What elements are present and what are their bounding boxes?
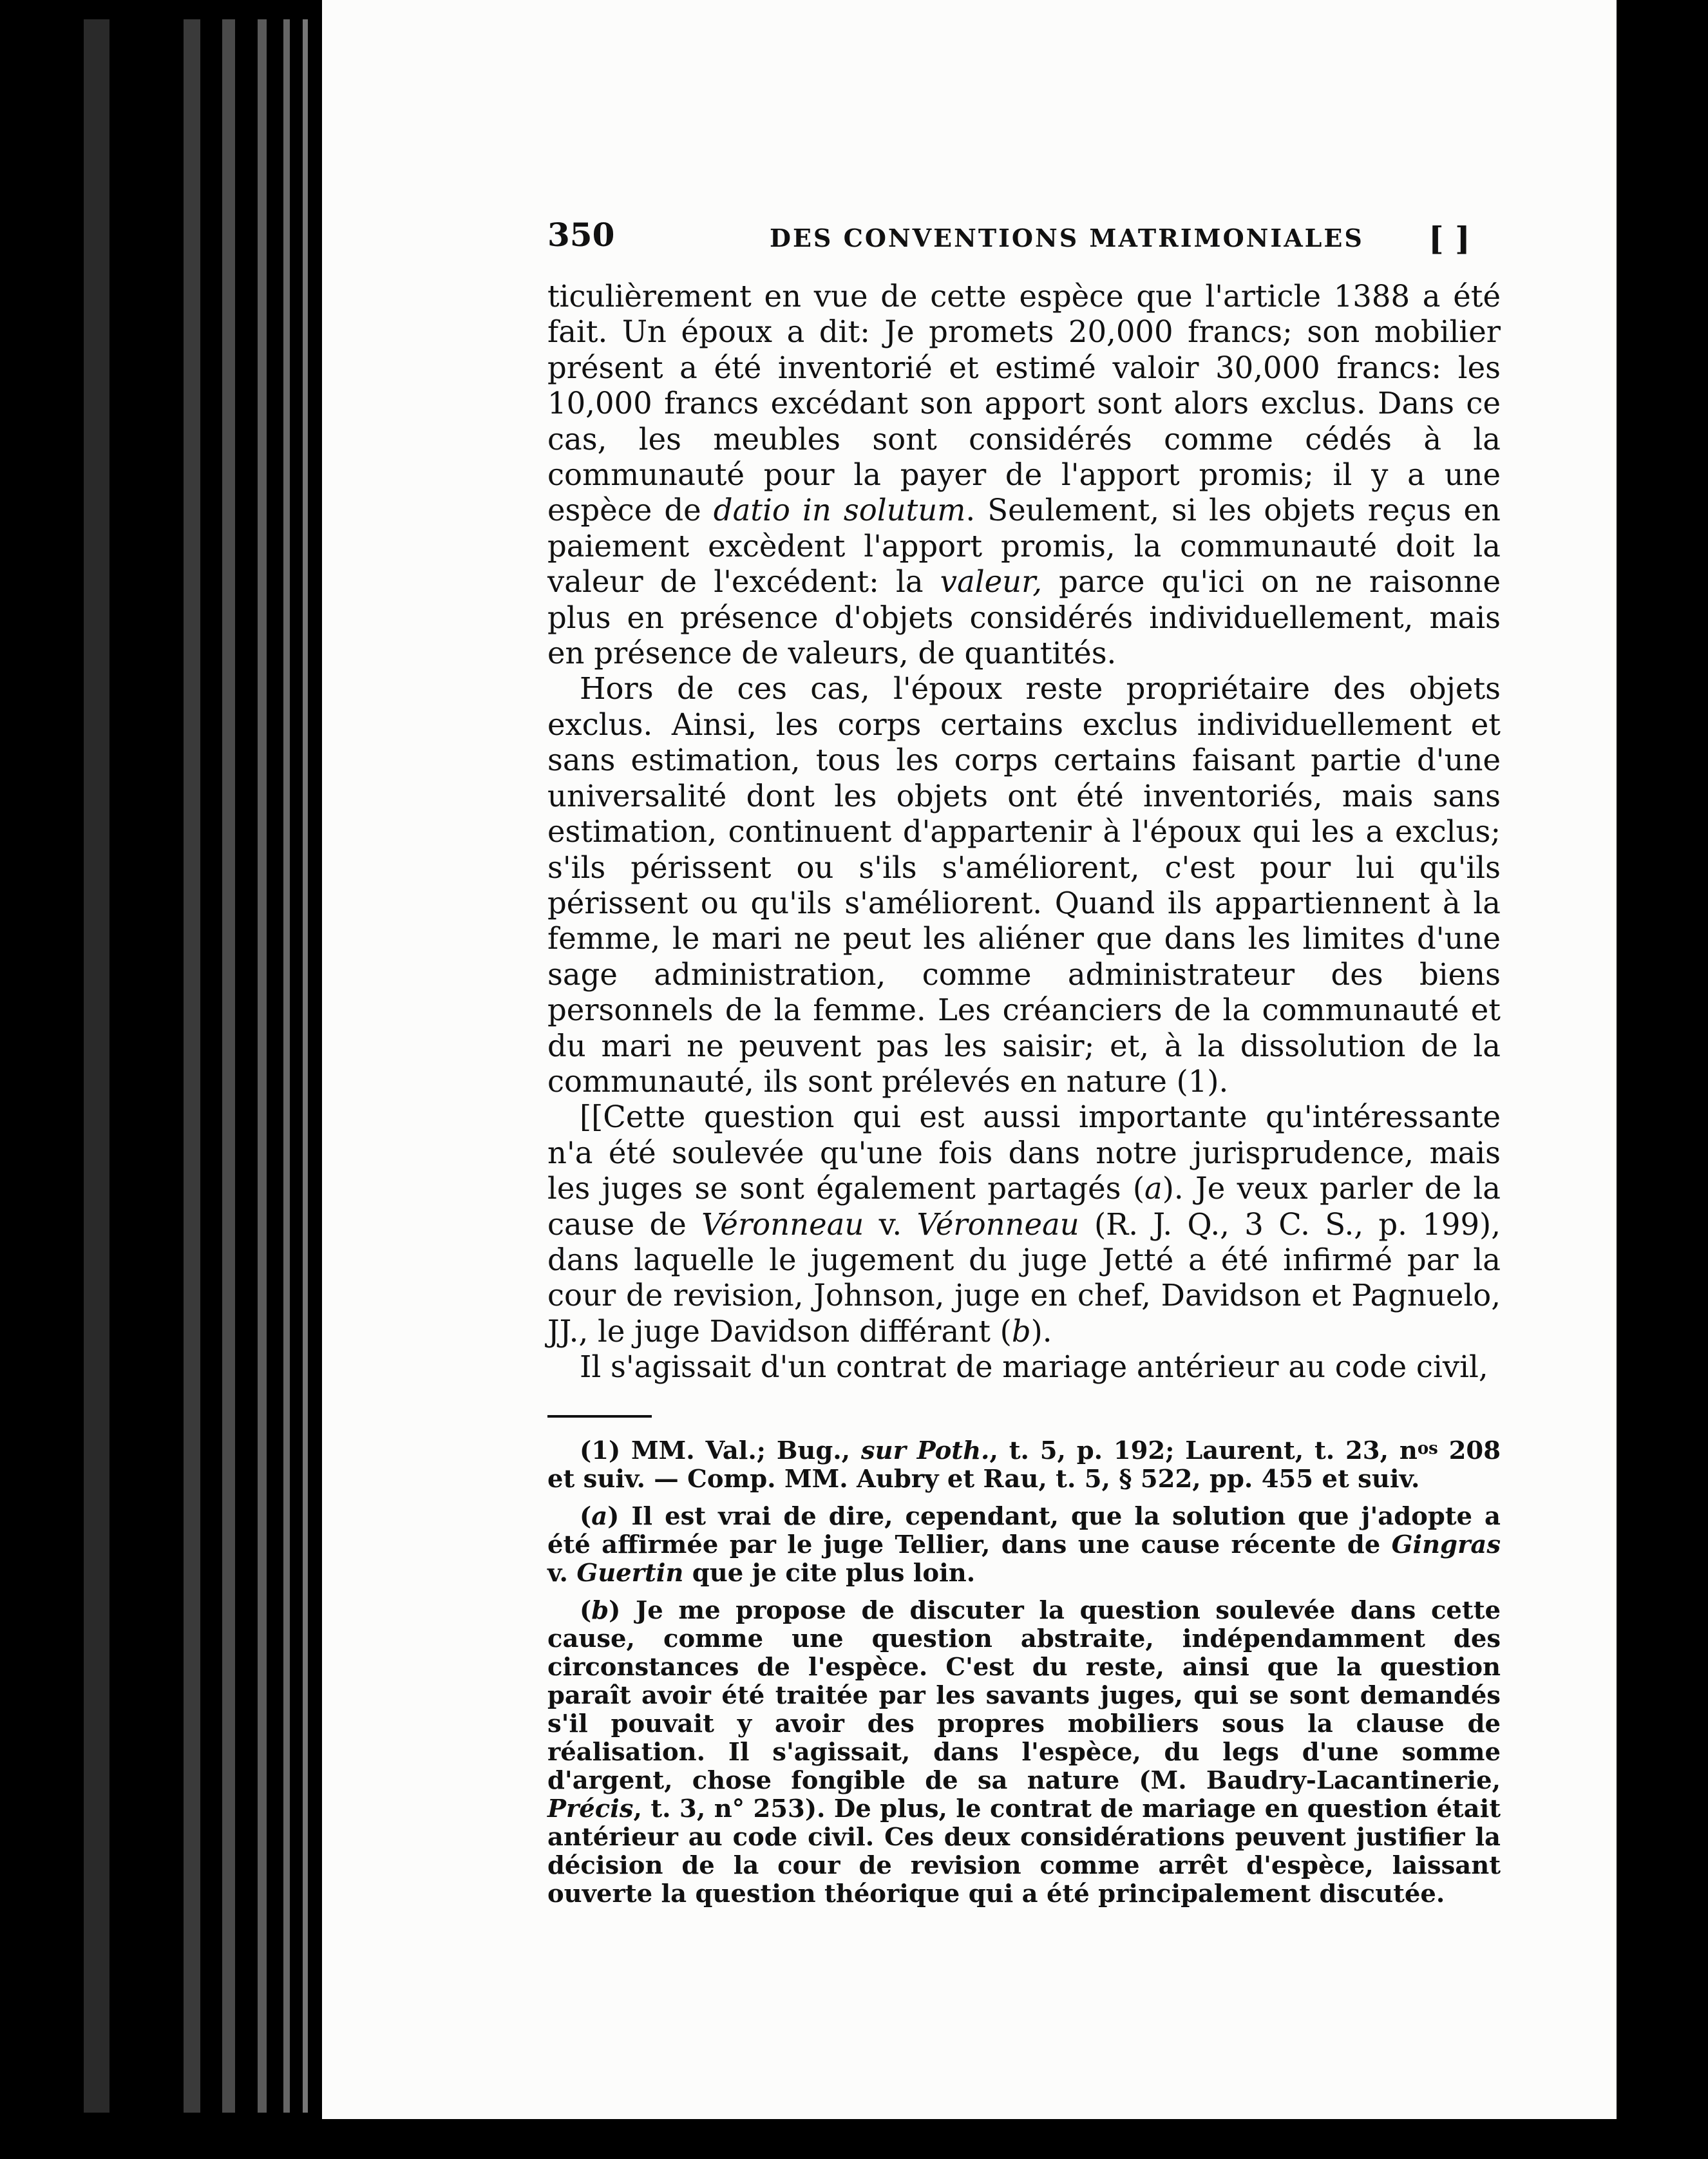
footnote: (a) Il est vrai de dire, cependant, que la solution que j'adopte a été affirmée par le juge Tellier, dans une cause récente de Gingras v. Guertin que je cite plus loin.	[547, 1501, 1501, 1588]
page-edge-stripe	[222, 19, 235, 2113]
page-content	[547, 216, 1501, 1917]
footnote-rule	[547, 1415, 652, 1418]
scan-left-margin	[0, 0, 322, 2159]
footnotes	[547, 1437, 1501, 1908]
page-edge-stripe	[303, 19, 308, 2113]
page-number: 350	[547, 216, 615, 254]
footnote: (b) Je me propose de discuter la question soulevée dans cette cause, comme une question abstraite, indépendamment des circonstances de l'espèce. C'est du reste, ainsi que la question paraît avoir été traitée par les savants juges, qui se sont demandés s'il pouvait y avoir des propres mobiliers sous la clause de réalisation. Il s'agissait, dans l'espèce, du legs d'une somme d'argent, chose fongible de sa nature (M. Baudry-Lacantinerie, Précis, t. 3, n° 253). De plus, le contrat de mariage en question était antérieur au code civil. Ces deux considérations peuvent justifier la décision de la cour de revision comme arrêt d'espèce, laissant ouverte la question théorique qui a été principalement discutée.	[547, 1595, 1501, 1908]
body-text	[547, 279, 1501, 1385]
page-edge-stripe	[283, 19, 290, 2113]
paragraph: Il s'agissait d'un contrat de mariage antérieur au code civil,	[580, 1349, 1488, 1385]
footnote: (1) MM. Val.; Bug., sur Poth., t. 5, p. 192; Laurent, t. 23, $n^{os}$ 208 et suiv. — Comp. MM. Aubry et Rau, t. 5, § 522, pp. 455 et suiv.	[547, 1436, 1501, 1494]
paragraph: [[Cette question qui est aussi importante qu'intéressante n'a été soulevée qu'une fois dans notre jurisprudence, mais les juges se sont également partagés (a). Je veux parler de la cause de Véronneau v. Véronneau (R. J. Q., 3 C. S., p. 199), dans laquelle le jugement du juge Jetté a été infirmé par la cour de revision, Johnson, juge en chef, Davidson et Pagnuelo, JJ., le juge Davidson différant (b).	[547, 1099, 1501, 1349]
page-edge-stripe	[184, 19, 200, 2113]
running-title: DES CONVENTIONS MATRIMONIALES	[770, 224, 1364, 252]
page-edge-stripe	[84, 19, 109, 2113]
page-edge-stripe	[258, 19, 267, 2113]
paragraph: Hors de ces cas, l'époux reste propriétaire des objets exclus. Ainsi, les corps certains exclus individuellement et sans estimation, tous les corps certains faisant partie d'une universalité dont les objets ont été inventoriés, mais sans estimation, continuent d'appartenir à l'époux qui les a exclus; s'ils périssent ou s'ils s'améliorent, c'est pour lui qu'ils périssent ou qu'ils s'améliorent. Quand ils appartiennent à la femme, le mari ne peut les aliéner que dans les limites d'une sage administration, comme administrateur des biens personnels de la femme. Les créanciers de la communauté et du mari ne peuvent pas les saisir; et, à la dissolution de la communauté, ils sont prélevés en nature (1).	[547, 671, 1501, 1099]
page-header	[547, 216, 1501, 267]
book-page	[322, 0, 1617, 2119]
scan-right-margin	[1617, 0, 1708, 2159]
paragraph: ticulièrement en vue de cette espèce que l'article 1388 a été fait. Un époux a dit: Je promets 20,000 francs; son mobilier présent a été inventorié et estimé valoir 30,000 francs: les 10,000 francs excédant son apport sont alors exclus. Dans ce cas, les meubles sont considérés comme cédés à la communauté pour la payer de l'apport promis; il y a une espèce de datio in solutum. Seulement, si les objets reçus en paiement excèdent l'apport promis, la communauté doit la valeur de l'excédent: la valeur, parce qu'ici on ne raisonne plus en présence d'objets considérés individuellement, mais en présence de valeurs, de quantités.	[547, 279, 1501, 671]
header-bracket: [ ]	[1428, 220, 1470, 258]
